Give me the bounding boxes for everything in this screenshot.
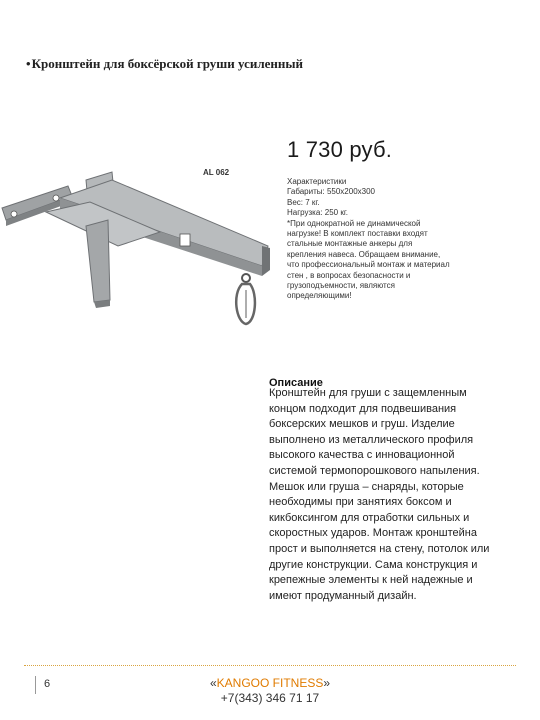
spec-line: Характеристики (287, 177, 347, 186)
description-line: скоростных ударов. Монтаж кронштейна (269, 527, 477, 540)
wall-bracket-image (0, 150, 280, 340)
spec-line: определяющими! (287, 291, 352, 301)
description-line: концом подходит для подвешивания (269, 402, 457, 415)
description-heading: Описание (269, 377, 323, 389)
spec-line: что профессиональный монтаж и материал (287, 260, 450, 270)
spec-line: Вес: 7 кг. (287, 197, 320, 207)
description-line: прост и выполняется на стену, потолок или (269, 542, 490, 555)
specifications (287, 177, 487, 302)
spec-line: Нагрузка: 250 кг. (287, 208, 348, 218)
description-line: боксерских мешков и груш. Изделие (269, 418, 455, 431)
description-line: системой термопорошкового напыления. (269, 464, 480, 477)
description-line: Мешок или груша – снаряды, которые (269, 480, 464, 493)
description-line: высокого качества с инновационной (269, 449, 455, 462)
price (287, 137, 392, 163)
spec-line: *При однократной не динамической (287, 218, 421, 228)
spec-line: стен , в вопросах безопасности и (287, 270, 411, 280)
description-body (269, 386, 519, 604)
spec-line: нагрузке! В комплект поставки входят (287, 229, 428, 239)
description-line: выполнено из металлического профиля (269, 433, 474, 446)
description-line: крепежные элементы к ней надежные и (269, 574, 473, 587)
product-code: AL 062 (203, 168, 230, 177)
spec-line: грузоподъемности, являются (287, 281, 395, 291)
brand-label: KANGOO FITNESS (216, 676, 324, 690)
description-line: имеют продуманный дизайн. (269, 589, 417, 602)
brand-name (0, 676, 540, 690)
contact-phone: +7(343) 346 71 17 (220, 691, 320, 705)
description-line: необходимы при занятиях боксом и (269, 496, 452, 509)
brand-quote-open: « (209, 676, 217, 690)
price-suffix: . (385, 139, 392, 162)
title-text: Кронштейн для боксёрской груши усиленный (31, 56, 304, 71)
title-bullet: • (26, 56, 31, 71)
brand-quote-close: » (323, 676, 331, 690)
description-line: кикбоксингом для отработки сильных и (269, 511, 470, 524)
price-value: 1 730 руб (287, 137, 386, 162)
spec-line: Габариты: 550х200х300 (287, 187, 375, 197)
description-line: Кронштейн для груши с защемленным (269, 387, 467, 399)
page-number: 6 (44, 678, 51, 690)
spec-line: стальные монтажные анкеры для (287, 239, 413, 249)
description-line: другие конструкции. Сама конструкция и (269, 558, 478, 571)
footer-divider (24, 665, 516, 666)
product-title (26, 56, 506, 72)
spec-line: крепления навеса. Обращаем внимание, (287, 249, 441, 259)
